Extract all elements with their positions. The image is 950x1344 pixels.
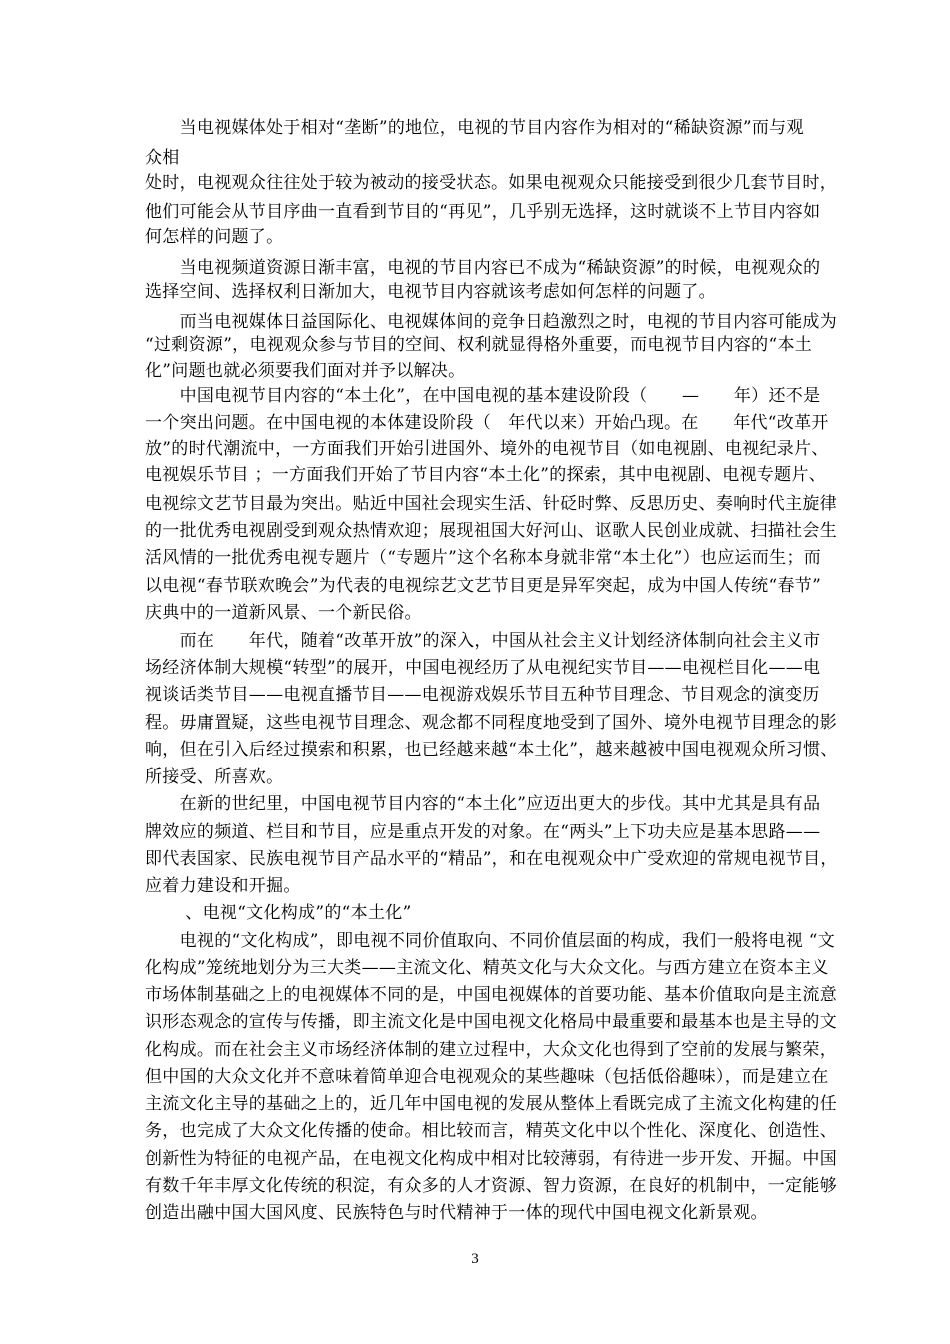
- text-line: “过剩资源”，电视观众参与节目的空间、权利就显得格外重要，而电视节目内容的“本土: [145, 335, 813, 355]
- text-line: 电视综文艺节目最为突出。贴近中国社会现实生活、针砭时弊、反思历史、奏响时代主旋律: [145, 494, 837, 514]
- text-line: 即代表国家、民族电视节目产品水平的“精品”，和在电视观众中广受欢迎的常规电视节目，: [145, 849, 838, 869]
- text-line: 主流文化主导的基础之上的，近几年中国电视的发展从整体上看既完成了主流文化构建的任: [145, 1094, 837, 1114]
- text-line: 场经济体制大规模“转型”的展开，中国电视经历了从电视纪实节目——电视栏目化——电: [145, 658, 821, 678]
- text-line: 化构成”笼统地划分为三大类——主流文化、精英文化与大众文化。与西方建立在资本主义: [145, 958, 829, 978]
- section-heading: 、电视“文化构成”的“本土化”: [145, 903, 412, 923]
- text-line: 放”的时代潮流中，一方面我们开始引进国外、境外的电视节目（如电视剧、电视纪录片、: [145, 439, 829, 459]
- text-line: 程。毋庸置疑，这些电视节目理念、观念都不同程度地受到了国外、境外电视节目理念的影: [145, 713, 837, 733]
- text-line: 响，但在引入后经过摸索和积累，也已经越来越“本土化”，越来越被中国电视观众所习惯、: [145, 740, 838, 760]
- text-line: 以电视“春节联欢晚会”为代表的电视综艺文艺节目更是异军突起，成为中国人传统“春节”: [145, 576, 822, 596]
- text-line: 当电视媒体处于相对“垄断”的地位，电视的节目内容作为相对的“稀缺资源”而与观: [145, 118, 804, 138]
- text-line: 化”问题也就必须要我们面对并予以解决。: [145, 361, 466, 381]
- text-line: 众相: [145, 148, 180, 168]
- text-line: 务，也完成了大众文化传播的使命。相比较而言，精英文化中以个性化、深度化、创造性、: [145, 1121, 837, 1141]
- text-line: 而当电视媒体日益国际化、电视媒体间的竞争日趋激烈之时，电视的节目内容可能成为: [145, 312, 837, 332]
- page-number: 3: [471, 1251, 479, 1267]
- text-line: 牌效应的频道、栏目和节目，应是重点开发的对象。在“两头”上下功夫应是基本思路——: [145, 822, 821, 842]
- text-line: 一个突出问题。在中国电视的本体建设阶段（ 年代以来）开始凸现。在 年代“改革开: [145, 413, 829, 433]
- text-line: 市场体制基础之上的电视媒体不同的是，中国电视媒体的首要功能、基本价值取向是主流意: [145, 985, 837, 1005]
- text-line: 应着力建设和开掘。: [145, 876, 301, 896]
- text-line: 中国电视节目内容的“本土化”，在中国电视的基本建设阶段（ — 年）还不是: [145, 386, 821, 406]
- text-line: 在新的世纪里，中国电视节目内容的“本土化”应迈出更大的步伐。其中尤其是具有品: [145, 794, 821, 814]
- text-line: 处时，电视观众往往处于较为被动的接受状态。如果电视观众只能接受到很少几套节目时，: [145, 173, 837, 193]
- text-line: 创新性为特征的电视产品，在电视文化构成中相对比较薄弱，有待进一步开发、开掘。中国: [145, 1149, 837, 1169]
- text-line: 视谈话类节目——电视直播节目——电视游戏娱乐节目五种节目理念、节目观念的演变历: [145, 685, 820, 705]
- text-line: 电视娱乐节目 ；一方面我们开始了节目内容“本土化”的探索，其中电视剧、电视专题片、: [145, 465, 827, 485]
- text-line: 电视的“文化构成”，即电视不同价值取向、不同价值层面的构成，我们一般将电视 “文: [145, 931, 836, 951]
- text-line: 他们可能会从节目序曲一直看到节目的“再见”，几乎别无选择，这时就谈不上节目内容如: [145, 202, 821, 222]
- text-line: 有数千年丰厚文化传统的积淀，有众多的人才资源、智力资源，在良好的机制中，一定能够: [145, 1176, 837, 1196]
- text-line: 识形态观念的宣传与传播，即主流文化是中国电视文化格局中最重要和最基本也是主导的文: [145, 1012, 837, 1032]
- text-line: 当电视频道资源日渐丰富，电视的节目内容已不成为“稀缺资源”的时候，电视观众的: [145, 258, 821, 278]
- text-line: 选择空间、选择权利日渐加大，电视节目内容就该考虑如何怎样的问题了。: [145, 282, 716, 302]
- text-line: 所接受、所喜欢。: [145, 767, 284, 787]
- text-line: 创造出融中国大国风度、民族特色与时代精神于一体的现代中国电视文化新景观。: [145, 1203, 768, 1223]
- text-line: 的一批优秀电视剧受到观众热情欢迎；展现祖国大好河山、讴歌人民创业成就、扫描社会生: [145, 521, 837, 541]
- text-line: 而在 年代，随着“改革开放”的深入，中国从社会主义计划经济体制向社会主义市: [145, 631, 821, 651]
- text-line: 何怎样的问题了。: [145, 227, 284, 247]
- text-line: 化构成。而在社会主义市场经济体制的建立过程中，大众文化也得到了空前的发展与繁荣，: [145, 1040, 837, 1060]
- text-line: 但中国的大众文化并不意味着简单迎合电视观众的某些趣味（包括低俗趣味），而是建立在: [145, 1067, 829, 1087]
- text-line: 庆典中的一道新风景、一个新民俗。: [145, 603, 422, 623]
- text-line: 活风情的一批优秀电视专题片（“专题片”这个名称本身就非常“本土化”）也应运而生；而: [145, 548, 822, 568]
